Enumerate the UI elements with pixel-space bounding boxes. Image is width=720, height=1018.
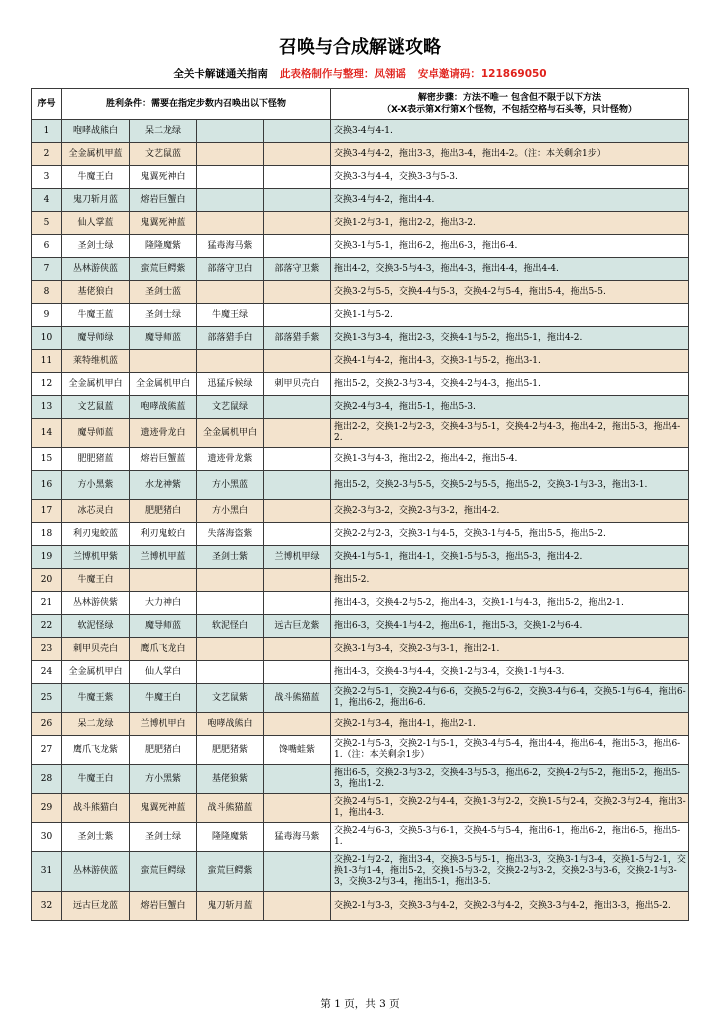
- monster-cell-1: 文艺鼠蓝: [62, 396, 130, 419]
- row-index: 16: [32, 471, 62, 500]
- monster-cell-4: [264, 794, 331, 823]
- solution-steps: 拖出4-2，交换3-5与4-3，拖出4-3，拖出4-4，拖出4-4.: [331, 258, 689, 281]
- monster-cell-4: [264, 396, 331, 419]
- monster-cell-4: 部落猎手紫: [264, 327, 331, 350]
- table-row: [32, 892, 689, 921]
- solution-steps: 拖出5-2，交换2-3与5-5，交换5-2与5-5，拖出5-2，交换3-1与3-3，拖出3-1.: [331, 471, 689, 500]
- solution-steps: 交换3-4与4-2，拖出4-4.: [331, 189, 689, 212]
- monster-cell-3: [197, 661, 264, 684]
- monster-cell-1: 牛魔王紫: [62, 684, 130, 713]
- solution-steps: 交换3-4与4-1.: [331, 120, 689, 143]
- solution-steps: 交换4-1与4-2，拖出4-3，交换3-1与5-2，拖出3-1.: [331, 350, 689, 373]
- monster-cell-3: 部落猎手白: [197, 327, 264, 350]
- monster-cell-1: 全金属机甲白: [62, 373, 130, 396]
- puzzle-table: [31, 88, 689, 921]
- monster-cell-3: [197, 166, 264, 189]
- monster-cell-1: 呆二龙绿: [62, 713, 130, 736]
- row-index: 20: [32, 569, 62, 592]
- table-row: [32, 212, 689, 235]
- monster-cell-4: [264, 471, 331, 500]
- monster-cell-2: 鬼翼死神蓝: [130, 794, 197, 823]
- row-index: 25: [32, 684, 62, 713]
- solution-steps: 交换2-4与3-4，拖出5-1，拖出5-3.: [331, 396, 689, 419]
- monster-cell-1: 牛魔王白: [62, 765, 130, 794]
- table-row: [32, 419, 689, 448]
- table-row: [32, 523, 689, 546]
- monster-cell-1: 圣剑士紫: [62, 823, 130, 852]
- monster-cell-3: 战斗熊猫蓝: [197, 794, 264, 823]
- row-index: 6: [32, 235, 62, 258]
- solution-steps: 拖出6-5，交换2-3与3-2，交换4-3与5-3，拖出6-2，交换4-2与5-2，拖出5-2，拖出5-3，拖出1-2.: [331, 765, 689, 794]
- monster-cell-4: [264, 235, 331, 258]
- table-row: [32, 143, 689, 166]
- monster-cell-3: 牛魔王绿: [197, 304, 264, 327]
- table-row: [32, 166, 689, 189]
- solution-steps: 拖出4-3，交换4-2与5-2，拖出4-3，交换1-1与4-3，拖出5-2，拖出2-1.: [331, 592, 689, 615]
- monster-cell-3: [197, 350, 264, 373]
- solution-steps: 交换2-1与3-3，交换3-3与4-2，交换2-3与4-2，交换3-3与4-2，拖出3-3，拖出5-2.: [331, 892, 689, 921]
- table-row: [32, 592, 689, 615]
- monster-cell-3: 文艺鼠绿: [197, 396, 264, 419]
- monster-cell-2: 水龙神紫: [130, 471, 197, 500]
- monster-cell-2: 熔岩巨蟹白: [130, 189, 197, 212]
- monster-cell-2: 兰博机甲蓝: [130, 546, 197, 569]
- monster-cell-3: 部落守卫白: [197, 258, 264, 281]
- monster-cell-4: [264, 448, 331, 471]
- row-index: 24: [32, 661, 62, 684]
- row-index: 3: [32, 166, 62, 189]
- solution-steps: 拖出5-2.: [331, 569, 689, 592]
- monster-cell-1: 基佬狼白: [62, 281, 130, 304]
- monster-cell-2: 仙人掌白: [130, 661, 197, 684]
- subtitle-invite-code: 安卓邀请码：121869050: [417, 68, 547, 80]
- table-row: [32, 569, 689, 592]
- monster-cell-1: 兰博机甲紫: [62, 546, 130, 569]
- monster-cell-1: 软泥怪绿: [62, 615, 130, 638]
- row-index: 18: [32, 523, 62, 546]
- row-index: 11: [32, 350, 62, 373]
- monster-cell-4: [264, 189, 331, 212]
- row-index: 1: [32, 120, 62, 143]
- table-row: [32, 258, 689, 281]
- monster-cell-1: 全金属机甲白: [62, 661, 130, 684]
- monster-cell-4: 兰博机甲绿: [264, 546, 331, 569]
- row-index: 5: [32, 212, 62, 235]
- monster-cell-4: 猛毒海马紫: [264, 823, 331, 852]
- solution-steps: 交换3-1与3-4，交换2-3与3-1，拖出2-1.: [331, 638, 689, 661]
- solution-steps: 交换1-3与3-4，拖出2-3，交换4-1与5-2，拖出5-1，拖出4-2.: [331, 327, 689, 350]
- row-index: 14: [32, 419, 62, 448]
- monster-cell-3: 方小黑蓝: [197, 471, 264, 500]
- row-index: 13: [32, 396, 62, 419]
- table-row: [32, 235, 689, 258]
- solution-steps: 交换2-2与2-3，交换3-1与4-5，交换3-1与4-5，拖出5-5，拖出5-2.: [331, 523, 689, 546]
- monster-cell-4: [264, 500, 331, 523]
- monster-cell-4: [264, 765, 331, 794]
- monster-cell-4: [264, 143, 331, 166]
- row-index: 32: [32, 892, 62, 921]
- monster-cell-1: 丛林游侠蓝: [62, 852, 130, 892]
- monster-cell-2: 熔岩巨蟹蓝: [130, 448, 197, 471]
- monster-cell-3: 猛毒海马紫: [197, 235, 264, 258]
- monster-cell-4: 刺甲贝壳白: [264, 373, 331, 396]
- monster-cell-2: 鹰爪飞龙白: [130, 638, 197, 661]
- monster-cell-2: 熔岩巨蟹白: [130, 892, 197, 921]
- monster-cell-4: [264, 713, 331, 736]
- solution-steps: 拖出6-3，交换4-1与4-2，拖出6-1，拖出5-3，交换1-2与6-4.: [331, 615, 689, 638]
- monster-cell-1: 魔导师绿: [62, 327, 130, 350]
- monster-cell-1: 圣剑士绿: [62, 235, 130, 258]
- subtitle-guide: 全关卡解谜通关指南: [173, 68, 268, 80]
- monster-cell-4: 远古巨龙紫: [264, 615, 331, 638]
- table-row: [32, 736, 689, 765]
- solution-steps: 交换1-3与4-3，拖出2-2，拖出4-2，拖出5-4.: [331, 448, 689, 471]
- monster-cell-3: 隆隆魔紫: [197, 823, 264, 852]
- row-index: 27: [32, 736, 62, 765]
- table-row: [32, 638, 689, 661]
- monster-cell-3: 失落海盗紫: [197, 523, 264, 546]
- solution-steps: 拖出4-3，交换4-3与4-4，交换1-2与3-4，交换1-1与4-3.: [331, 661, 689, 684]
- monster-cell-4: [264, 592, 331, 615]
- table-row: [32, 281, 689, 304]
- monster-cell-3: 基佬狼紫: [197, 765, 264, 794]
- solution-steps: 拖出2-2，交换1-2与2-3，交换4-3与5-1，交换4-2与4-3，拖出4-2，拖出5-3，拖出4-2.: [331, 419, 689, 448]
- monster-cell-1: 丛林游侠蓝: [62, 258, 130, 281]
- table-row: [32, 327, 689, 350]
- table-header-row: [32, 89, 689, 120]
- table-row: [32, 396, 689, 419]
- monster-cell-3: 肥肥猪紫: [197, 736, 264, 765]
- monster-cell-3: [197, 212, 264, 235]
- monster-cell-2: 遗迹骨龙白: [130, 419, 197, 448]
- solution-steps: 交换3-4与4-2，拖出3-3，拖出3-4，拖出4-2。（注：本关剩余1步）: [331, 143, 689, 166]
- monster-cell-1: 利刃鬼蛟蓝: [62, 523, 130, 546]
- solution-steps: 拖出5-2，交换2-3与3-4，交换4-2与4-3，拖出5-1.: [331, 373, 689, 396]
- table-row: [32, 823, 689, 852]
- row-index: 30: [32, 823, 62, 852]
- monster-cell-1: 魔导师蓝: [62, 419, 130, 448]
- monster-cell-2: 牛魔王白: [130, 684, 197, 713]
- monster-cell-2: 文艺鼠蓝: [130, 143, 197, 166]
- monster-cell-3: [197, 281, 264, 304]
- solution-steps: 交换2-2与5-1，交换2-4与6-6，交换5-2与6-2，交换3-4与6-4，交换5-1与6-4，拖出6-1，拖出6-2，拖出6-6.: [331, 684, 689, 713]
- row-index: 17: [32, 500, 62, 523]
- monster-cell-1: 牛魔王蓝: [62, 304, 130, 327]
- monster-cell-1: 丛林游侠紫: [62, 592, 130, 615]
- monster-cell-2: 圣剑士蓝: [130, 281, 197, 304]
- solution-steps: 交换3-2与5-5，交换4-4与5-3，交换4-2与5-4，拖出5-4，拖出5-5.: [331, 281, 689, 304]
- monster-cell-4: [264, 523, 331, 546]
- monster-cell-2: 兰博机甲白: [130, 713, 197, 736]
- monster-cell-2: 方小黑紫: [130, 765, 197, 794]
- subtitle-line: [0, 67, 720, 81]
- row-index: 21: [32, 592, 62, 615]
- monster-cell-1: 刺甲贝壳白: [62, 638, 130, 661]
- row-index: 2: [32, 143, 62, 166]
- solution-steps: 交换4-1与5-1，拖出4-1，交换1-5与5-3，拖出5-3，拖出4-2.: [331, 546, 689, 569]
- monster-cell-4: [264, 281, 331, 304]
- monster-cell-2: 全金属机甲白: [130, 373, 197, 396]
- table-row: [32, 448, 689, 471]
- monster-cell-3: 遗迹骨龙紫: [197, 448, 264, 471]
- monster-cell-1: 鹰爪飞龙紫: [62, 736, 130, 765]
- monster-cell-4: [264, 661, 331, 684]
- monster-cell-3: [197, 120, 264, 143]
- subtitle-credit: 此表格制作与整理：凤翎谣: [279, 68, 406, 80]
- row-index: 9: [32, 304, 62, 327]
- monster-cell-3: 迅猛斥候绿: [197, 373, 264, 396]
- monster-cell-3: 软泥怪白: [197, 615, 264, 638]
- table-row: [32, 684, 689, 713]
- monster-cell-2: 魔导师蓝: [130, 327, 197, 350]
- page-title: 召唤与合成解谜攻略: [279, 37, 441, 58]
- row-index: 7: [32, 258, 62, 281]
- table-row: [32, 304, 689, 327]
- table-row: [32, 852, 689, 892]
- table-row: [32, 350, 689, 373]
- monster-cell-3: [197, 638, 264, 661]
- row-index: 28: [32, 765, 62, 794]
- page-footer: 第 1 页，共 3 页: [320, 998, 400, 1010]
- monster-cell-2: 蛮荒巨鳄紫: [130, 258, 197, 281]
- monster-cell-1: 鬼刀斩月蓝: [62, 189, 130, 212]
- row-index: 23: [32, 638, 62, 661]
- table-body: [32, 120, 689, 921]
- monster-cell-3: [197, 569, 264, 592]
- row-index: 10: [32, 327, 62, 350]
- monster-cell-1: 方小黑紫: [62, 471, 130, 500]
- monster-cell-2: 隆隆魔紫: [130, 235, 197, 258]
- table-row: [32, 615, 689, 638]
- table-row: [32, 120, 689, 143]
- monster-cell-4: [264, 304, 331, 327]
- monster-cell-1: 全金属机甲蓝: [62, 143, 130, 166]
- solution-steps: 交换2-3与3-2，交换2-3与3-2，拖出4-2.: [331, 500, 689, 523]
- monster-cell-4: [264, 120, 331, 143]
- monster-cell-1: 远古巨龙蓝: [62, 892, 130, 921]
- monster-cell-2: [130, 350, 197, 373]
- table-row: [32, 546, 689, 569]
- monster-cell-4: [264, 166, 331, 189]
- monster-cell-3: [197, 143, 264, 166]
- monster-cell-1: 肥肥猪蓝: [62, 448, 130, 471]
- monster-cell-1: 牛魔王白: [62, 166, 130, 189]
- monster-cell-4: [264, 419, 331, 448]
- table-row: [32, 471, 689, 500]
- table-row: [32, 189, 689, 212]
- monster-cell-2: 鬼翼死神蓝: [130, 212, 197, 235]
- monster-cell-3: 蛮荒巨鳄紫: [197, 852, 264, 892]
- solution-steps: 交换1-1与5-2.: [331, 304, 689, 327]
- monster-cell-2: 圣剑士绿: [130, 823, 197, 852]
- table-row: [32, 661, 689, 684]
- monster-cell-2: 肥肥猪白: [130, 500, 197, 523]
- monster-cell-2: 魔导师蓝: [130, 615, 197, 638]
- header-steps-line1: 解密步骤：方法不唯一 包含但不限于以下方法: [417, 93, 602, 103]
- monster-cell-1: 冰芯灵白: [62, 500, 130, 523]
- row-index: 4: [32, 189, 62, 212]
- row-index: 12: [32, 373, 62, 396]
- row-index: 22: [32, 615, 62, 638]
- header-condition: 胜利条件：需要在指定步数内召唤出以下怪物: [62, 89, 331, 120]
- row-index: 26: [32, 713, 62, 736]
- monster-cell-1: 莱特维机蓝: [62, 350, 130, 373]
- row-index: 19: [32, 546, 62, 569]
- solution-steps: 交换2-1与5-3，交换2-1与5-1，交换3-4与5-4，拖出4-4，拖出6-4，拖出5-3，拖出6-1.（注：本关剩余1步）: [331, 736, 689, 765]
- solution-steps: 交换2-4与5-1，交换2-2与4-4，交换1-3与2-2，交换1-5与2-4，交换2-3与2-4，拖出3-1，拖出4-3.: [331, 794, 689, 823]
- solution-steps: 交换2-4与6-3，交换5-3与6-1，交换4-5与5-4，拖出6-1，拖出6-2，拖出6-5，拖出5-1.: [331, 823, 689, 852]
- solution-steps: 交换1-2与3-1，拖出2-2，拖出3-2.: [331, 212, 689, 235]
- monster-cell-1: 仙人掌蓝: [62, 212, 130, 235]
- monster-cell-4: 馋嘴蛙紫: [264, 736, 331, 765]
- table-row: [32, 794, 689, 823]
- monster-cell-4: 部落守卫紫: [264, 258, 331, 281]
- monster-cell-2: [130, 569, 197, 592]
- table-row: [32, 373, 689, 396]
- monster-cell-4: [264, 212, 331, 235]
- monster-cell-2: 鬼翼死神白: [130, 166, 197, 189]
- table-row: [32, 765, 689, 794]
- monster-cell-4: 战斗熊猫蓝: [264, 684, 331, 713]
- monster-cell-4: [264, 569, 331, 592]
- monster-cell-2: 利刃鬼蛟白: [130, 523, 197, 546]
- solution-steps: 交换2-1与2-2，拖出3-4，交换3-5与5-1，拖出3-3，交换3-1与3-4，交换1-5与2-1，交换1-3与1-4，拖出5-2，交换1-5与3-2，交换2-2与3-2，交换2-3与3-6，交换2-1与3-3，交换3-2与3-4，拖出5-1，拖出3-5.: [331, 852, 689, 892]
- row-index: 8: [32, 281, 62, 304]
- monster-cell-4: [264, 638, 331, 661]
- header-steps: [331, 89, 689, 120]
- row-index: 15: [32, 448, 62, 471]
- monster-cell-2: 圣剑士绿: [130, 304, 197, 327]
- monster-cell-2: 肥肥猪白: [130, 736, 197, 765]
- monster-cell-3: [197, 592, 264, 615]
- monster-cell-2: 大力神白: [130, 592, 197, 615]
- monster-cell-3: [197, 189, 264, 212]
- solution-steps: 交换2-1与3-4，拖出4-1，拖出2-1.: [331, 713, 689, 736]
- monster-cell-3: 方小黑白: [197, 500, 264, 523]
- header-index: 序号: [32, 89, 62, 120]
- monster-cell-2: 蛮荒巨鳄绿: [130, 852, 197, 892]
- monster-cell-3: 文艺鼠紫: [197, 684, 264, 713]
- monster-cell-3: 鬼刀斩月蓝: [197, 892, 264, 921]
- monster-cell-1: 战斗熊猫白: [62, 794, 130, 823]
- monster-cell-4: [264, 892, 331, 921]
- monster-cell-4: [264, 350, 331, 373]
- monster-cell-3: 全金属机甲白: [197, 419, 264, 448]
- monster-cell-3: 咆哮战熊白: [197, 713, 264, 736]
- monster-cell-2: 呆二龙绿: [130, 120, 197, 143]
- solution-steps: 交换3-3与4-4，交换3-3与5-3.: [331, 166, 689, 189]
- monster-cell-3: 圣剑士紫: [197, 546, 264, 569]
- table-row: [32, 713, 689, 736]
- row-index: 31: [32, 852, 62, 892]
- header-steps-line2: （X-X表示第X行第X个怪物，不包括空格与石头等，只计怪物）: [381, 105, 638, 115]
- solution-steps: 交换3-1与5-1，拖出6-2，拖出6-3，拖出6-4.: [331, 235, 689, 258]
- monster-cell-4: [264, 852, 331, 892]
- monster-cell-1: 牛魔王白: [62, 569, 130, 592]
- row-index: 29: [32, 794, 62, 823]
- table-row: [32, 500, 689, 523]
- monster-cell-1: 咆哮战熊白: [62, 120, 130, 143]
- monster-cell-2: 咆哮战熊蓝: [130, 396, 197, 419]
